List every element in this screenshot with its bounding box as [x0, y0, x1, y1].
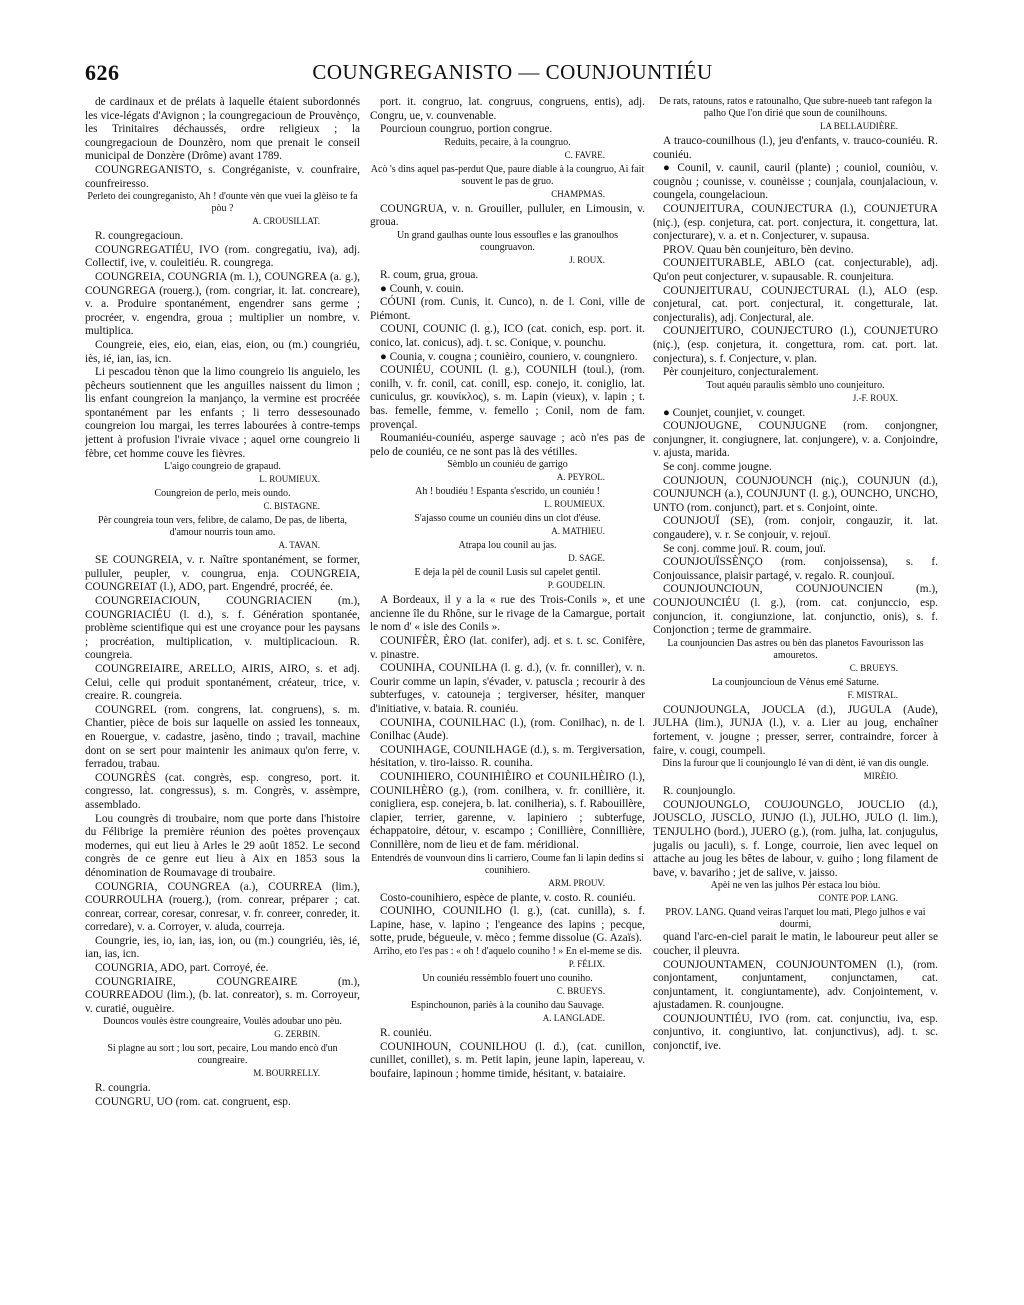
quotation: Atrapa lou counil au jas.	[458, 540, 557, 552]
entry-paragraph: COUNIHIERO, COUNIHIÈIRO et COUNILHÈIRO (l.), COUNILHÈRO (g.), (rom. conilhera, v. fr. conillière, it. conigliera, esp. conejera, b. lat. conilheria), s. f. Rabouillère, clapier, terrier, garenne, v. lapiniero ; subterfuge, échappatoire, détour, v. escampo ; Conillière, Connillière, Connillère, nom de lieu et de fam. méridional.	[370, 771, 645, 851]
quotation-author: A. MATHIEU.	[551, 526, 605, 537]
entry-paragraph: COUNGREL (rom. congrens, lat. congruens), s. m. Chantier, pièce de bois sur laquelle on assied les tonneaux, en Rouergue, v. cadastre, jasèno, tindo ; travail, machine dont on se sert pour maintenir les animaux qu'on ferre, v. ferradou, trabau.	[85, 703, 360, 771]
entry-paragraph: Se conj. comme jouï. R. coum, jouï.	[663, 542, 826, 555]
quotation: Perleto dei coungreganisto, Ah ! d'ounte vèn que vuei la glèiso te fa pòu ?	[87, 191, 358, 215]
quotation-author: C. BRUEYS.	[556, 985, 605, 996]
quotation: Un couniéu ressèmblo fouert uno couniho.	[422, 972, 593, 984]
quotation-author: L. ROUMIEUX.	[259, 474, 320, 485]
entry-paragraph: Se conj. comme jougne.	[663, 461, 772, 474]
quotation-author: C. BRUEYS.	[849, 662, 898, 673]
quotation-author: C. FAVRE.	[564, 149, 605, 160]
entry-paragraph: COUNGRUA, v. n. Grouiller, pulluler, en Limousin, v. groua.	[370, 202, 645, 229]
entry-paragraph: COUNJEITURABLE, ABLO (cat. conjecturable), adj. Qu'on peut conjecturer, v. supausable. R. counjeitura.	[653, 257, 938, 283]
quotation: La counjouncioun de Vènus emé Saturne.	[712, 676, 879, 688]
quotation-author: D. SAGE.	[568, 553, 605, 564]
entry-paragraph: R. coungregacioun.	[95, 230, 184, 243]
quotation-author: M. BOURRELLY.	[253, 1068, 320, 1079]
entry-paragraph: A trauco-counilhous (l.), jeu d'enfants, v. trauco-couniéu. R. couniéu.	[653, 135, 938, 161]
quotation: La counjouncien Das astres ou bèn das planetos Favourisson las amouretos.	[667, 637, 924, 661]
quotation-author: A. TAVAN.	[278, 540, 320, 551]
entry-paragraph: COUNJEITURAU, COUNJECTURAL (l.), ALO (esp. conjetural, cat. port. conjectural, it. congetturale, lat. conjecturalis), adj. Conjectural, ale.	[653, 284, 938, 324]
entry-paragraph: COUNI, COUNIC (l. g.), ICO (cat. conich, esp. port. it. conico, lat. conicus), adj. t. sc. Conique, v. pounchu.	[370, 323, 645, 349]
entry-paragraph: Pèr counjeituro, conjecturalement.	[663, 366, 819, 379]
quotation: E deja la pèl de counil Lusis sul capelet gentil.	[414, 567, 601, 579]
entry-paragraph: COUNGREGANISTO, s. Congréganiste, v. counfraire, counfreiresso.	[85, 163, 360, 190]
entry-paragraph: COUNJOUNCIOUN, COUNJOUNCIEN (m.), COUNJOUNCIÉU (l. g.), (rom. cat. conjunccio, esp. conjuncion, it. congiunzione, lat. conjunctio, onis), s. f. Conjonction ; terme de grammaire.	[653, 583, 938, 637]
entry-paragraph: R. couniéu.	[380, 1026, 432, 1039]
entry-paragraph: COUNJEITURO, COUNJECTURO (l.), COUNJETURO (niç.), (esp. conjetura, it. congettura, rom. cat. port. lat. conjectura), s. f. Conjecture, v. plan.	[653, 325, 938, 365]
quotation-author: J. ROUX.	[569, 254, 605, 265]
entry-paragraph: COUNGREIACIOUN, COUNGRIACIEN (m.), COUNGRIACIÉU (l. d.), s. f. Génération spontanée, problème scientifique qui est une croyance pour les paysans ; procréation, multiplication, v. multiplicacioun. R. coungreia.	[85, 595, 360, 662]
entry-paragraph: de cardinaux et de prélats à laquelle étaient subordonnés les vice-légats d'Avignon ; la coungregacioun de Prouvènço, les Trinitaires déchaussés, ordre religieux ; la coungregacioun de Dounzèro, nom que prenait le conseil municipal de Donzère (Drôme) avant 1789.	[85, 96, 360, 163]
entry-paragraph: Coungreie, eies, eio, eian, eias, eion, ou (m.) coungriéu, iès, ié, ian, ias, icn.	[85, 338, 360, 365]
quotation-author: CONTE POP. LANG.	[818, 893, 898, 904]
quotation: Pèr coungreia toun vers, felibre, de calamo, De pas, de liberta, d'amour nourris toun amo.	[97, 515, 348, 539]
quotation: Douncos voulès èstre coungreaire, Voulès adoubar uno pèu.	[103, 1016, 342, 1028]
quotation: Tout aquéu paraulis sèmblo uno counjeituro.	[706, 379, 885, 391]
quotation-author: A. LANGLADE.	[542, 1012, 605, 1023]
entry-paragraph: COUNIÉU, COUNIL (l. g.), COUNILH (toul.), (rom. conilh, v. fr. conil, cat. conill, esp. conejo, it. coniglio, lat. cuniculus, gr. κουνίκλος), s. m. Lapin (vieux), v. lapin ; t. bas. femelle, femme, v. femello ; Conil, nom de fam. provençal.	[370, 364, 645, 431]
quotation: Si plagne au sort ; lou sort, pecaire, Lou mando encò d'un coungreaire.	[107, 1043, 338, 1067]
entry-paragraph: Pourcioun coungruo, portion congrue.	[380, 123, 553, 136]
quotation-author: A. PEYROL.	[556, 472, 605, 483]
entry-paragraph: R. coum, grua, groua.	[380, 268, 479, 281]
quotation: Entendrés de vounvoun dins li carriero, Coume fan li lapin dedins si counihiero.	[371, 852, 644, 876]
quotation: Espinchounon, pariès à la couniho dau Sauvage.	[410, 999, 605, 1011]
entry-paragraph: COUNJOUGNE, COUNJUGNE (rom. conjongner, conjungner, it. congiugnere, lat. conjungere), v. a. Conjoindre, v. ajusta, marida.	[653, 420, 938, 460]
entry-paragraph: COUNIHO, COUNILHO (l. g.), (cat. cunilla), s. f. Lapine, hase, v. lapino ; l'engeance des lapins ; pecque, sotte, prude, bégueule, v. mèco ; femme dissolue (G. Azaïs).	[370, 905, 645, 945]
quotation-author: C. BISTAGNE.	[263, 501, 320, 512]
entry-paragraph: COUNIHAGE, COUNILHAGE (d.), s. m. Tergiversation, hésitation, v. tiro-laisso. R. couniha.	[370, 743, 645, 770]
entry-paragraph: COUNJOUNTAMEN, COUNJOUNTOMEN (l.), (rom. conjontament, conjuntament, conjunctamen, cat. conjuntament, it. congiuntamente), adv. Conjointement, v. ajustadamen. R. counjougne.	[653, 958, 938, 1012]
quotation-author: P. GOUDELIN.	[547, 580, 605, 591]
entry-paragraph: COUNIFÈR, ÈRO (lat. conifer), adj. et s. t. sc. Conifère, v. pinastre.	[370, 635, 645, 661]
quotation: De rats, ratouns, ratos e ratounalho, Que subre-nueeb tant rafegon la palho Que l'on dirié que soun de counilhouns.	[659, 96, 932, 119]
entry-paragraph: COUNGRÈS (cat. congrès, esp. congreso, port. it. congresso, lat. congressus), s. m. Congrès, v. assèmpre, assemblado.	[85, 771, 360, 811]
entry-paragraph: ● Counh, v. couin.	[380, 282, 464, 295]
entry-paragraph: ● Counia, v. cougna ; counièiro, couniero, v. coungniero.	[380, 350, 638, 363]
quotation: S'ajasso coume un couniéu dins un clot d'éuse.	[414, 513, 601, 525]
entry-paragraph: CÓUNI (rom. Cunis, it. Cunco), n. de l. Coni, ville de Piémont.	[370, 296, 645, 322]
entry-paragraph: SE COUNGREIA, v. r. Naître spontanément, se former, pulluler, peupler, v. coungrua, enja. COUNGREIA, COUNGREIAT (l.), ADO, part. Engendré, procréé, ée.	[85, 554, 360, 594]
entry-paragraph: R. coungria.	[95, 1082, 151, 1095]
entry-paragraph: COUNGRIA, ADO, part. Corroyé, ée.	[95, 962, 269, 975]
quotation-author: G. ZERBIN.	[274, 1029, 320, 1040]
quotation: Reduits, pecaire, à la coungruo.	[444, 136, 571, 148]
quotation: Arriho, eto l'es pas : « oh ! d'aquelo couniho ! » En el-meme se dis.	[373, 945, 642, 957]
quotation-author: CHAMPMAS.	[551, 188, 605, 199]
quotation: Coungreion de perlo, meis oundo.	[154, 488, 291, 500]
entry-paragraph: Lou coungrès di troubaire, nom que porte dans l'histoire du Félibrige la première réunion des poètes provençaux modernes, qui eut lieu à Arles le 29 août 1852. Le second congrès de ce genre eut lieu à Aix en 1853 sous la dénomination de Roumavage di troubaire.	[85, 812, 360, 879]
entry-paragraph: COUNJEITURA, COUNJECTURA (l.), COUNJETURA (niç.), (esp. conjetura, cat. port. conjectura, it. congettura, lat. conjecturare), v. a. et n. Conjecturer, v. supausa.	[653, 202, 938, 243]
quotation-author: L. ROUMIEUX.	[544, 499, 605, 510]
entry-paragraph: COUNJOUÏSSÈNÇO (rom. conjoissensa), s. f. Conjouissance, plaisir partagé, v. regalo. R. counjouï.	[653, 556, 938, 582]
entry-paragraph: COUNJOUNGLA, JOUCLA (d.), JUGULA (Aude), JULHA (lim.), JUNJA (l.), v. a. Lier au joug, enchaîner fortement, v. jougne ; presser, serrer, contraindre, forcer à faire, v. cougi, coumpeli.	[653, 703, 938, 757]
entry-paragraph: COUNJOUNGLO, COUJOUNGLO, JOUCLIO (d.), JOUSCLO, JUSCLO, JUNJO (l.), JULHO, JULO (l. lim.), TENJULHO (bord.), JUERO (g.), (rom. julha, lat. conjugulus, jugalis ou jaculi), s. f. Longe, courroie, lien avec lequel on attache au joug les bêtes de labour, v. guiho ; long filament de bave, v. bavariho ; jet de salive, v. jaisso.	[653, 798, 938, 879]
quotation: Acò 's dins aquel pas-perdut Que, paure diable à la coungruo, Ai fait souvent le pas de gruo.	[370, 163, 645, 187]
quotation-author: LA BELLAUDIÈRE.	[820, 121, 898, 131]
entry-paragraph: ● Counjet, counjiet, v. counget.	[663, 406, 806, 419]
entry-paragraph: COUNGRU, UO (rom. cat. congruent, esp.	[95, 1096, 291, 1109]
quotation: Un grand gaulhas ounte lous essoufles e las granoulhos coungruavon.	[396, 229, 619, 253]
entry-paragraph: COUNGRIA, COUNGREA (a.), COURREA (lim.), COURROULHA (rouerg.), (rom. conrear, préparer ; cat. conrear, correar, coresar, conresar, v. fr. conreer, conreder, it. corredare), v. a. Corroyer, v. aluda, courreja.	[85, 880, 360, 934]
entry-paragraph: COUNIHOUN, COUNILHOU (l. d.), (cat. cunillon, cunillet, conillet), s. m. Petit lapin, jeune lapin, lapereau, v. boufaire, lapinoun ; homme timide, hésitant, v. bataiaire.	[370, 1040, 645, 1080]
entry-paragraph: Li pescadou tènon que la limo coungreio lis anguielo, les pêcheurs soutiennent que les anguilles naissent du limon ; lis enfant coungreion la manjanço, la vermine est procréée spontanément par les enfants ; li terro dessesounado coungreion lou margai, les terres labourées à contre-temps jettent à profusion l'ivraie vivace ; aquel orne coungreio li fèbre, cet homme couve les fièvres.	[85, 366, 360, 460]
quotation-author: MIRÈIO.	[863, 771, 898, 782]
entry-paragraph: Coungrie, ies, io, ian, ias, ion, ou (m.) coungriéu, iès, ié, ian, ias, icn.	[85, 934, 360, 961]
entry-paragraph: COUNIHA, COUNILHA (l. g. d.), (v. fr. conniller), v. n. Courir comme un lapin, s'évader, v. patuscla ; recourir à des subterfuges, v. catouneja ; tergiverser, hésiter, manquer d'initiative, v. bataia. R. couniéu.	[370, 662, 645, 716]
column-right	[653, 96, 938, 1286]
quotation: L'aigo coungreio de grapaud.	[164, 461, 281, 473]
entry-paragraph: COUNGREIA, COUNGRIA (m. l.), COUNGREA (a. g.), COUNGREGA (rouerg.), (rom. congriar, it. lat. concreare), v. a. Produire spontanément, engendrer sans germe ; procréer, v. engendra, groua ; multiplier un nombre, v. multiplica.	[85, 270, 360, 338]
quotation: Ah ! boudiéu ! Espanta s'escrido, un couniéu !	[415, 486, 600, 498]
quotation-author: P. FÉLIX.	[568, 958, 605, 969]
entry-paragraph: port. it. congruo, lat. congruus, congruens, entis), adj. Congru, ue, v. counvenable.	[370, 96, 645, 122]
running-title: COUNGREGANISTO — COUNJOUNTIÉU	[312, 60, 713, 84]
quotation: Sèmblo un couniéu de garrigo	[447, 459, 568, 471]
entry-paragraph: A Bordeaux, il y a la « rue des Trois-Conils », et une ancienne île du Rhône, sur le rivage de la Camargue, portait le nom d' « isle des Conils ».	[370, 594, 645, 634]
entry-paragraph: Roumaniéu-couniéu, asperge sauvage ; acò n'es pas de pelo de couniéu, ce ne sont pas là des vétilles.	[370, 432, 645, 458]
column-middle	[370, 96, 645, 1286]
entry-paragraph: R. counjounglo.	[663, 785, 736, 798]
quotation: PROV. LANG. Quand veiras l'arquet lou mati, Plego julhos e vai dourmi,	[665, 907, 926, 931]
quotation-author: J.-F. ROUX.	[852, 392, 898, 403]
column-left	[85, 96, 360, 1286]
entry-paragraph: COUNJOUN, COUNJOUNCH (niç.), COUNJUN (d.), COUNJUNCH (a.), COUNJUNT (l. g.), OUNCHO, UNCHO, UNTO (rom. conjunct), part. et s. Conjoint, ointe.	[653, 474, 938, 514]
entry-paragraph: COUNJOUÏ (SE), (rom. conjoir, congauzir, it. lat. congaudere), v. r. Se conjouir, v. rejouï.	[653, 515, 938, 542]
quotation: Apèi ne ven las julhos Pèr estaca lou biòu.	[710, 880, 881, 892]
page-number: 626	[85, 60, 120, 85]
quotation-author: F. MISTRAL.	[847, 689, 898, 700]
entry-paragraph: COUNGRIAIRE, COUNGREAIRE (m.), COURREADOU (lim.), (b. lat. conreator), s. m. Corroyeur, v. curatié, ouguèire.	[85, 975, 360, 1015]
entry-paragraph: COUNJOUNTIÉU, IVO (rom. cat. conjunctiu, iva, esp. conjuntivo, it. congiuntivo, lat. conjunctivus), adj. t. sc. conjonctif, ive.	[653, 1012, 938, 1053]
entry-paragraph: PROV. Quau bèn counjeituro, bèn devino.	[663, 243, 854, 256]
entry-paragraph: Costo-counihiero, espèce de plante, v. costo. R. couniéu.	[380, 891, 636, 904]
page-header	[85, 60, 940, 94]
entry-paragraph: ● Counil, v. caunil, cauril (plante) ; couniol, couniòu, v. cougnòu ; counisse, v. counèisse ; counjala, counjalacioun, v. coungela, coungelacioun.	[653, 162, 938, 202]
entry-paragraph: COUNGREGATIÉU, IVO (rom. congregatiu, iva), adj. Collectif, ive, v. couleitiéu. R. coungrega.	[85, 243, 360, 270]
quotation-author: ARM. PROUV.	[548, 877, 605, 888]
entry-paragraph: COUNIHA, COUNILHAC (l.), (rom. Conilhac), n. de l. Conilhac (Aude).	[370, 716, 645, 743]
quotation: Dins la furour que li counjounglo Ié van di dènt, ié van dis oungle.	[662, 758, 929, 770]
entry-paragraph: COUNGREIAIRE, ARELLO, AIRIS, AIRO, s. et adj. Celui, celle qui produit spontanément, créateur, trice, v. creaire. R. coungreia.	[85, 663, 360, 703]
quotation-author: A. CROUSILLAT.	[252, 216, 320, 227]
entry-paragraph: quand l'arc-en-ciel parait le matin, le laboureur peut aller se coucher, il pleuvra.	[653, 931, 938, 957]
